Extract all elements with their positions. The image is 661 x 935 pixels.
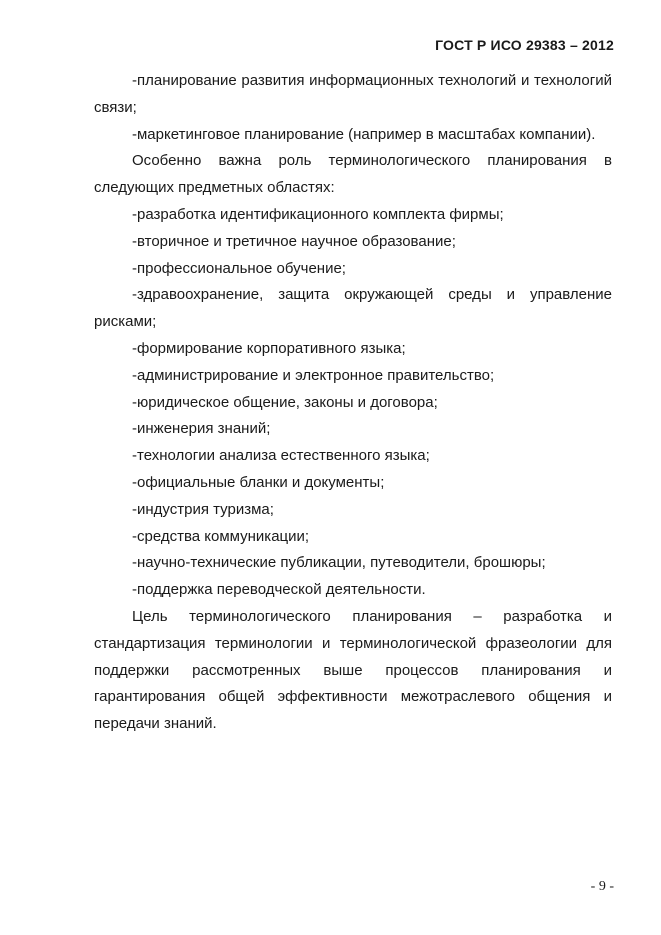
page-number: - 9 -: [590, 879, 614, 894]
list-item: -научно-технические публикации, путеводители, брошюры;: [132, 554, 546, 572]
intro-paragraph: Особенно важна роль терминологического планирования в следующих предметных областях:: [94, 152, 612, 197]
conclusion-paragraph: Цель терминологического планирования – разработка и стандартизация терминологии и терминологической фразеологии для поддержки рассмотренных выше процессов планирования и гарантирования общей эффективности межотраслевого общения и передачи знаний.: [94, 607, 612, 733]
list-item: -формирование корпоративного языка;: [132, 339, 406, 357]
document-body: [94, 68, 612, 738]
list-item: -инженерия знаний;: [132, 420, 271, 438]
list-item: -маркетинговое планирование (например в масштабах компании).: [132, 125, 596, 143]
document-header: ГОСТ Р ИСО 29383 – 2012: [435, 37, 614, 53]
list-item: -индустрия туризма;: [132, 500, 274, 518]
list-item: -юридическое общение, законы и договора;: [132, 393, 438, 411]
list-item: -официальные бланки и документы;: [132, 473, 385, 491]
list-item: -средства коммуникации;: [132, 527, 310, 545]
list-item: -разработка идентификационного комплекта фирмы;: [132, 205, 504, 223]
list-item: -вторичное и третичное научное образование;: [132, 232, 456, 250]
list-item: -поддержка переводческой деятельности.: [132, 581, 426, 599]
list-item: -технологии анализа естественного языка;: [132, 447, 430, 465]
list-item: -планирование развития информационных технологий и технологий связи;: [94, 72, 612, 116]
list-item: -профессиональное обучение;: [132, 259, 346, 277]
list-item: -здравоохранение, защита окружающей среды и управление рисками;: [94, 286, 612, 331]
list-item: -администрирование и электронное правительство;: [132, 366, 495, 384]
